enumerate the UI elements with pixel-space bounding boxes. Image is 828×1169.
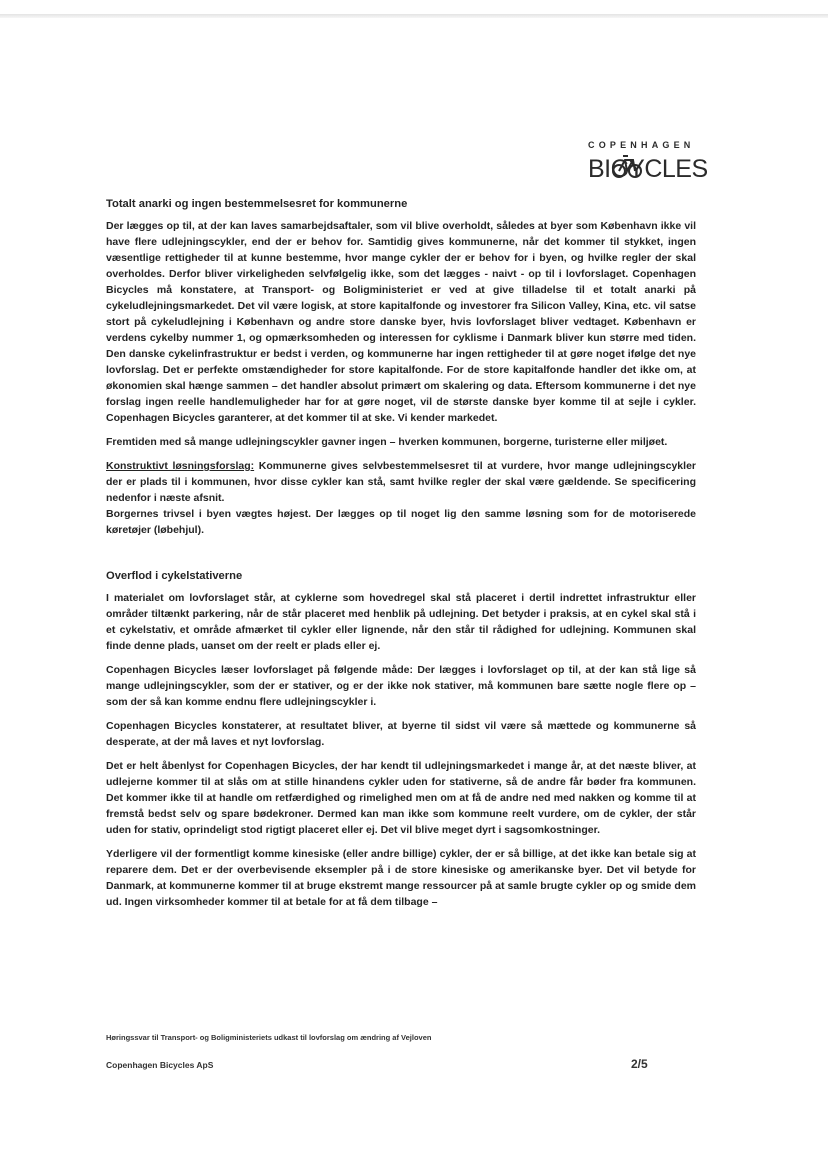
paragraph: Copenhagen Bicycles konstaterer, at resultatet bliver, at byerne til sidst vil være så mættede og kommunerne så desperate, at der må laves et nyt lovforslag.: [106, 720, 696, 748]
paragraph: I materialet om lovforslaget står, at cyklerne som hovedregel skal stå placeret i dertil indrettet infrastruktur eller områder tiltænkt parkering, når de står placeret med henblik på udlejning. Det betyder i praksis, at en cykel skal stå i et cykelstativ, et område afmærket til cykler eller lignende, når den står til rådighed for udlejning. Kommunen skal finde denne plads, uanset om der reelt er plads eller ej.: [106, 592, 696, 652]
paragraph: Copenhagen Bicycles læser lovforslaget på følgende måde: Der lægges i lovforslaget op til, at der kan stå lige så mange udlejningscykler, som der er stativer, og er der ikke nok stativer, må kommunen bare sætte nogle flere op – som der så kan komme endnu flere udlejningscykler i.: [106, 664, 696, 708]
letter-body: [106, 196, 696, 918]
paragraph: Yderligere vil der formentligt komme kinesiske (eller andre billige) cykler, der er så billige, at det ikke kan betale sig at reparere dem. Det er der overbevisende eksempler på i de store kinesiske og amerikanske byer. Det vil betyde for Danmark, at kommunerne kommer til at bruge ekstremt mange ressourcer på at samle brugte cykler op og smide dem ud. Ingen virksomheder kommer til at betale for at få dem tilbage –: [106, 848, 696, 908]
paragraph: Der lægges op til, at der kan laves samarbejdsaftaler, som vil blive overholdt, således at byer som København ikke vil have flere udlejningscykler, end der er behov for. Samtidig gives kommunerne, når det kommer til stykket, ingen væsentlige rettigheder til at kunne bestemme, hvor mange cykler der er behov for i byen, og hvilke regler der skal overholdes. Derfor bliver virkeligheden selvfølgelig ikke, som det lægges - naivt - op til i lovforslaget. Copenhagen Bicycles må konstatere, at Transport- og Boligministeriet er ved at give tilladelse til et totalt anarki på cykeludlejningsmarkedet. Det vil være logisk, at store kapitalfonde og investorer fra Silicon Valley, Kina, etc. vil satse stort på cykeludlejning i København og andre store danske byer, hvis lovforslaget bliver vedtaget. København er verdens cykelby nummer 1, og opmærksomheden og interessen for cyklisme i Danmark bliver kun større med tiden. Den danske cykelinfrastruktur er bedst i verden, og kommunerne har ingen rettigheder til at gøre noget ifølge det nye lovforslag. Det er perfekte omstændigheder for store kapitalfonde. For de store kapitalfonde handler det ikke om, at økonomien skal hænge sammen – det handler absolut primært om skalering og data. Eftersom kommunerne i det nye forslag ingen reelle handlemuligheder har for at gøre noget, vil de største danske byer komme til at sejle i cykler. Copenhagen Bicycles garanterer, at det kommer til at ske. Vi kender markedet.: [106, 220, 696, 424]
page-number: 2/5: [631, 1057, 648, 1071]
footer-note: Høringssvar til Transport- og Boligministeriets udkast til lovforslag om ændring af Vejloven: [106, 1033, 432, 1042]
solution-text: Kommunerne gives selvbestemmelsesret til at vurdere, hvor mange udlejningscykler der er plads til i kommunen, hvor disse cykler kan stå, samt hvilke regler der skal være gældende. Se specificering nedenfor i næste afsnit.: [106, 460, 696, 504]
paragraph: Borgernes trivsel i byen vægtes højest. Der lægges op til noget lig den samme løsning som for de motoriserede køretøjer (løbehjul).: [106, 508, 696, 536]
logo-wordmark: BICYCLES: [588, 155, 708, 183]
bicycle-icon: [610, 150, 644, 180]
logo-top-text: COPENHAGEN: [588, 140, 695, 150]
paragraph: Det er helt åbenlyst for Copenhagen Bicycles, der har kendt til udlejningsmarkedet i mange år, at det næste bliver, at udlejerne kommer til at slås om at stille hinandens cykler uden for stativerne, så de andre får bøder fra kommunen. Det kommer ikke til at handle om retfærdighed og rimelighed men om at få de andre ned med nakken og komme til at fremstå bedst selv og spare bødekroner. Dermed kan man ikke som kommune reelt vurdere, om de cykler, der står uden for stativ, oprindeligt stod rigtigt placeret eller ej. Det vil blive meget dyrt i sagsomkostninger.: [106, 760, 696, 836]
paragraph: [106, 458, 696, 506]
solution-label: Konstruktivt løsningsforslag:: [106, 460, 255, 472]
section-heading-anarchy: Totalt anarki og ingen bestemmelsesret for kommunerne: [106, 198, 408, 210]
paragraph: Fremtiden med så mange udlejningscykler gavner ingen – hverken kommunen, borgerne, turisterne eller miljøet.: [106, 436, 668, 448]
company-logo: [588, 140, 708, 183]
footer-company: Copenhagen Bicycles ApS: [106, 1060, 214, 1070]
section-heading-racks: Overflod i cykelstativerne: [106, 570, 243, 582]
scan-edge: [0, 14, 828, 18]
section-gap: [106, 546, 696, 568]
